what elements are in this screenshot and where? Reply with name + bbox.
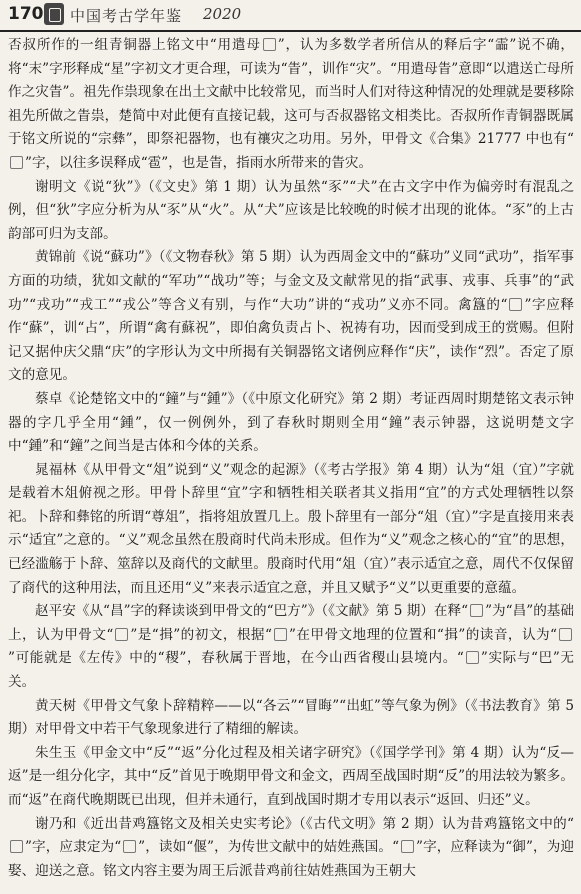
paragraph [8,246,574,388]
paragraph [8,695,574,742]
paragraph-text: ”实际与“巴”无关。 [8,650,574,691]
paragraph [8,600,574,694]
paragraph-text: ”为“昌”的基础上，认为甲骨文“ [8,603,574,643]
character-glyph-icon [470,604,483,617]
character-glyph-icon [274,628,287,641]
paragraph-text: ”字，应释读为“御”，为迎娶、迎送之意。铭文内容主要为周王后派昔鸡前往姞姓燕国为王朝大 [8,839,574,879]
character-glyph-icon [466,651,479,664]
character-glyph-icon [401,840,414,853]
paragraph [8,459,574,601]
character-glyph-icon [509,298,522,311]
character-glyph-icon [263,38,276,51]
paragraph [8,813,574,884]
paragraph-text: 黄锦前《说“蘇功”》（《文物春秋》第 5 期）认为西周金文中的“蘇功”义同“武功”，指军事方面的功绩，犹如文献的“军功”“战功”等；与金文及文献常见的指“武事、戎事、兵事”的“武功”“戎功”“戎工”“戎公”等含义有别，与作“大功”讲的“戎功”义亦不同。禽簋的“ [8,249,574,313]
paragraph-text: ”在甲骨文地理的位置和“揖”的读音，认为“ [288,626,558,643]
paragraph-text: ”可能就是《左传》中的“稷”，春秋属于晋地，在今山西省稷山县境内。“ [8,650,464,667]
paragraph-text: ”字，以往多误释成“雹”，也是眚，指雨水所带来的眚灾。 [25,154,373,171]
paragraph [8,176,574,247]
paragraph-text: ”是“揖”的初文，根据“ [130,626,272,643]
paragraph-text: ”，读如“偃”，为传世文献中的姞姓燕国。“ [138,839,400,856]
paragraph-text: 谢明文《说“狄”》（《文史》第 1 期）认为虽然“豕”“犬”在古文字中作为偏旁时有混乱之例，但“狄”字应分析为从“豕”从“火”。从“犬”应该是比较晚的时候才出现的讹体。“豕”的上古韵部可归为支部。 [8,178,574,242]
running-title: 中国考古学年鉴 [70,7,183,25]
paragraph-text: ”，认为多数学者所信从的释后字“霝”说不确，将“末”字形释成“星”字初文才更合理，可读为“眚”，训作“灾”。“用遣母眚”意即“以遣送亡母所作之灾眚”。祖先作祟现象在出土文献中比较常见，而当时人们对待这种情况的处理就是要移除祖先所做之眚祟，楚简中对此便有直接记载，这可与否叔器铭文相类比。否叔所作青铜器既属于铭文所说的“宗彝”，即祭祀器物，也有禳灾之功用。另外，甲骨文《合集》21777 中也有“ [8,37,574,148]
paragraph-text: 晁福林《从甲骨文“俎”说到“义”观念的起源》（《考古学报》第 4 期）认为“俎（宜）”字就是载着木俎俯视之形。甲骨卜辞里“宜”字和牺牲相关联者其义指用“宜”的方式处理牺牲以祭祀。卜辞和彝铭的所谓“尊俎”，指将俎放置几上。殷卜辞里有一部分“俎（宜）”字是直接用来表示“适宜”之意的。“义”观念虽然在殷商时代尚未形成。但作为“义”观念之核心的“宜”的思想，已经滥觞于卜辞、筮辞以及商代的文献里。殷商时代用“俎（宜）”表示适宜之意，周代不仅保留了商代的这种用法，而且还用“义”来表示适宜之意，并且又赋予“义”以更重要的意蕴。 [8,461,574,596]
character-glyph-icon [10,156,23,169]
paragraph-text: 黄天树《甲骨文气象卜辞精粹——以“各云”“冒晦”“出虹”等气象为例》（《书法教育》第 5 期）对甲骨文中若干气象现象进行了精细的解读。 [8,697,574,738]
page-number: 170 [8,4,44,24]
character-glyph-icon [115,628,128,641]
paragraph [8,742,574,813]
paragraph-text: 谢乃和《近出昔鸡簋铭文及相关史实考论》（《古代文明》第 2 期）认为昔鸡簋铭文中的“ [35,815,574,832]
page-header [0,0,581,32]
paragraph-text: 朱生玉《甲金文中“反”“返”分化过程及相关诸字研究》（《国学学刊》第 4 期）认为“反—返”是一组分化字，其中“反”首见于晚期甲骨文和金文，西周至战国时期“反”的用法较为繁多。而“返”在商代晚期既已出现，但并未通行，直到战国时期才专用以表示“返回、归还”义。 [8,744,574,808]
paragraph-text: 否叔所作的一组青铜器上铭文中“用遣母 [8,37,261,53]
paragraph-text: ”字应释作“蘇”，训“占”，所谓“禽有蘇祝”，即伯禽负责占卜、祝祷有功，因而受到成王的赏赐。但附记又据仲庆父鼎“庆”的字形认为文中所揭有关铜器铭文诸例应释作“庆”，读作“烈”。否定了原文的意见。 [8,296,574,384]
paragraph-text: ”字，应隶定为“ [25,839,122,856]
article-body [8,34,574,883]
paragraph-text: 蔡卓《论楚铭文中的“鐘”与“鍾”》（《中原文化研究》第 2 期）考证西周时期楚铭文表示钟器的字几乎全用“鍾”，仅一例例外，到了春秋时期则全用“鐘”表示钟器，这说明楚文字中“鍾”和“鐘”之间当是古体和今体的关系。 [8,390,574,455]
character-glyph-icon [123,840,136,853]
running-year: 2020 [203,5,242,23]
paragraph [8,34,574,176]
character-glyph-icon [559,628,572,641]
paragraph [8,388,574,459]
yearbook-logo-icon [44,3,64,25]
paragraph-text: 赵平安《从“昌”字的释读谈到甲骨文的“巴方”》（《文献》第 5 期）在释“ [35,603,469,620]
character-glyph-icon [10,840,23,853]
